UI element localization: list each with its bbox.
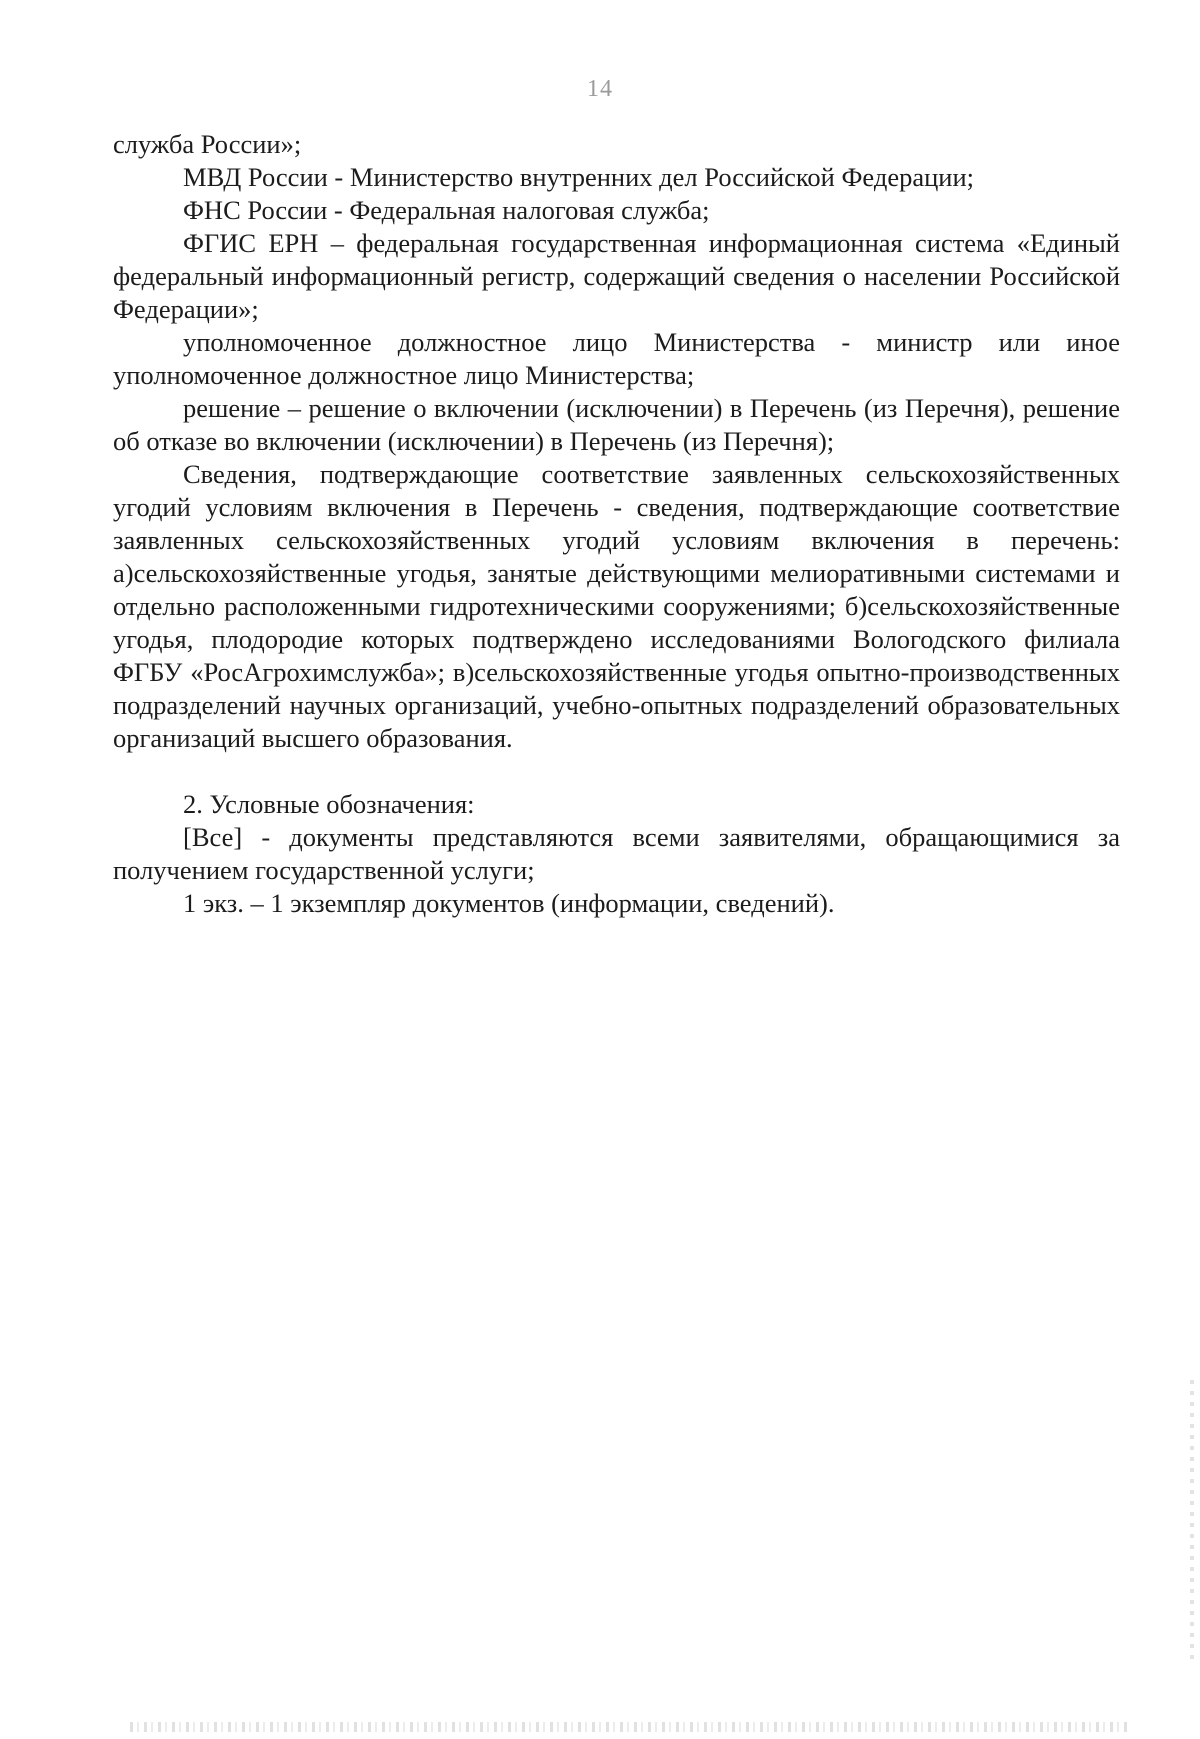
definition-fgis-ern: ФГИС ЕРН – федеральная государственная информационная система «Единый федеральный информационный регистр, содержащий сведения о населении Российской Федерации»;: [113, 228, 1120, 324]
definition-mvd: МВД России - Министерство внутренних дел Российской Федерации;: [183, 162, 975, 192]
definition-fns: ФНС России - Федеральная налоговая служба;: [183, 195, 710, 225]
definition-information: Сведения, подтверждающие соответствие заявленных сельскохозяйственных угодий условиям включения в Перечень - сведения, подтверждающие соответствие заявленных сельскохозяйственных угодий условиям включения в перечень: а)сельскохозяйственные угодья, занятые действующими мелиоративными системами и отдельно расположенными гидротехническими сооружениями; б)сельскохозяйственные угодья, плодородие которых подтверждено исследованиями Вологодского филиала ФГБУ «РосАгрохимслужба»; в)сельскохозяйственные угодья опытно-производственных подразделений научных организаций, учебно-опытных подразделений образовательных организаций высшего образования.: [113, 459, 1120, 753]
scan-artifact-bottom: [130, 1722, 1130, 1732]
paragraph-continuation: служба России»;: [113, 129, 302, 159]
legend-item-all: [Все] - документы представляются всеми заявителями, обращающимися за получением государственной услуги;: [113, 822, 1120, 885]
scan-artifact-right: [1190, 1380, 1194, 1660]
document-body: [113, 128, 1120, 920]
page-number: 14: [587, 76, 613, 102]
definition-decision: решение – решение о включении (исключении) в Перечень (из Перечня), решение об отказе во включении (исключении) в Перечень (из Перечня);: [113, 393, 1120, 456]
legend-item-copy: 1 экз. – 1 экземпляр документов (информации, сведений).: [183, 888, 835, 918]
section-heading: 2. Условные обозначения:: [183, 789, 475, 819]
section-gap: [113, 755, 1120, 788]
definition-authorized-official: уполномоченное должностное лицо Министерства - министр или иное уполномоченное должностное лицо Министерства;: [113, 327, 1120, 390]
